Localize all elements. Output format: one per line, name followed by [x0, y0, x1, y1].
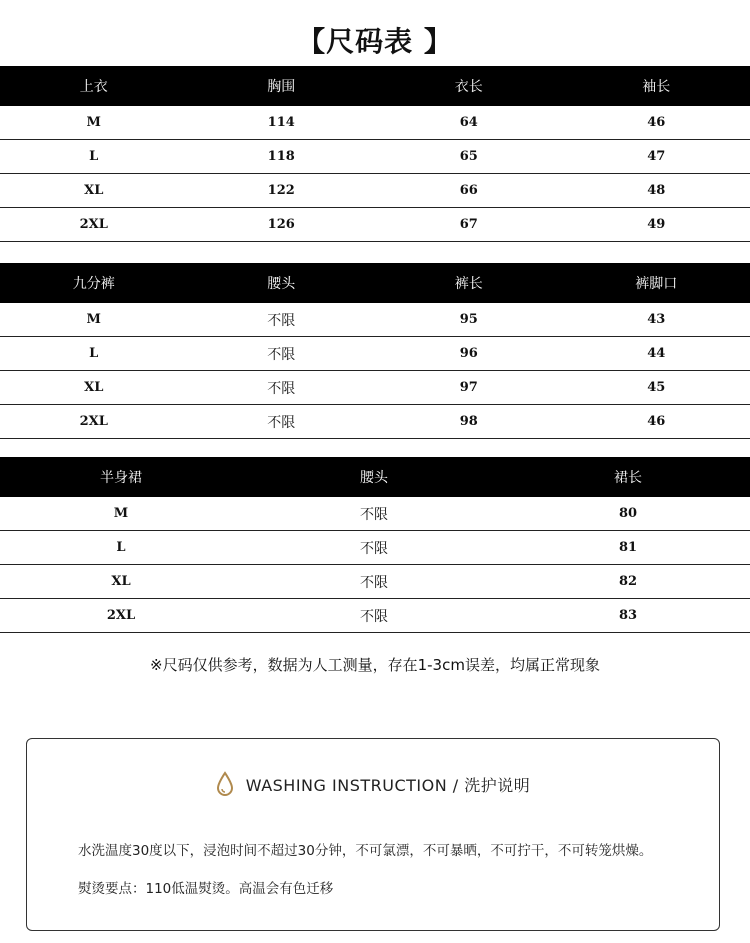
- table-row: [0, 371, 750, 405]
- table-header-row: [0, 66, 750, 106]
- table-cell: 64: [375, 106, 563, 140]
- table-header-row: [0, 457, 750, 497]
- measurement-note: ※尺码仅供参考，数据为人工测量，存在1-3cm误差，均属正常现象: [150, 656, 600, 674]
- table-row: [0, 208, 750, 242]
- size-cell: 2XL: [0, 405, 188, 439]
- table-cell: 80: [506, 497, 750, 531]
- table-row: [0, 337, 750, 371]
- table-cell: 不限: [188, 371, 376, 405]
- size-cell: XL: [0, 565, 242, 599]
- column-header: 腰头: [188, 263, 376, 303]
- table-cell: 83: [506, 599, 750, 633]
- table-cell: 不限: [242, 497, 506, 531]
- column-header: 九分裤: [0, 263, 188, 303]
- table-cell: 45: [563, 371, 750, 405]
- table-cell: 82: [506, 565, 750, 599]
- column-header: 胸围: [188, 66, 376, 106]
- table-cell: 95: [375, 303, 563, 337]
- table-cell: 不限: [242, 599, 506, 633]
- table-cell: 49: [563, 208, 750, 242]
- table-cell: 114: [188, 106, 376, 140]
- water-drop-icon: [216, 771, 234, 797]
- size-cell: M: [0, 106, 188, 140]
- tops-size-table: [0, 66, 750, 242]
- table-cell: 81: [506, 531, 750, 565]
- washing-instruction-box: [26, 738, 720, 931]
- table-cell: 122: [188, 174, 376, 208]
- table-cell: 不限: [242, 531, 506, 565]
- column-header: 半身裙: [0, 457, 242, 497]
- table-cell: 44: [563, 337, 750, 371]
- table-cell: 46: [563, 106, 750, 140]
- table-cell: 48: [563, 174, 750, 208]
- table-cell: 65: [375, 140, 563, 174]
- column-header: 裤长: [375, 263, 563, 303]
- table-row: [0, 599, 750, 633]
- washing-temperature-text: 水洗温度30度以下，浸泡时间不超过30分钟，不可氯漂，不可暴晒，不可拧干，不可转笼烘燥。: [78, 843, 653, 859]
- skirt-size-table: [0, 457, 750, 633]
- table-row: [0, 405, 750, 439]
- table-cell: 46: [563, 405, 750, 439]
- ironing-text: 熨烫要点：110低温熨烫。高温会有色迁移: [78, 881, 334, 897]
- size-cell: L: [0, 337, 188, 371]
- table-cell: 118: [188, 140, 376, 174]
- table-cell: 47: [563, 140, 750, 174]
- table-cell: 126: [188, 208, 376, 242]
- column-header: 裤脚口: [563, 263, 750, 303]
- size-cell: M: [0, 303, 188, 337]
- table-row: [0, 565, 750, 599]
- table-row: [0, 303, 750, 337]
- table-row: [0, 531, 750, 565]
- pants-size-table: [0, 263, 750, 439]
- column-header: 上衣: [0, 66, 188, 106]
- table-header-row: [0, 263, 750, 303]
- washing-heading: WASHING INSTRUCTION / 洗护说明: [245, 775, 531, 795]
- table-row: [0, 174, 750, 208]
- table-cell: 不限: [242, 565, 506, 599]
- size-cell: M: [0, 497, 242, 531]
- column-header: 衣长: [375, 66, 563, 106]
- table-cell: 67: [375, 208, 563, 242]
- table-cell: 66: [375, 174, 563, 208]
- size-cell: 2XL: [0, 599, 242, 633]
- table-cell: 不限: [188, 405, 376, 439]
- table-cell: 不限: [188, 303, 376, 337]
- table-cell: 43: [563, 303, 750, 337]
- table-cell: 不限: [188, 337, 376, 371]
- column-header: 袖长: [563, 66, 750, 106]
- table-row: [0, 497, 750, 531]
- table-cell: 97: [375, 371, 563, 405]
- page-title: 【尺码表 】: [297, 25, 453, 58]
- size-cell: 2XL: [0, 208, 188, 242]
- size-cell: L: [0, 531, 242, 565]
- table-cell: 98: [375, 405, 563, 439]
- size-cell: XL: [0, 371, 188, 405]
- table-row: [0, 140, 750, 174]
- table-cell: 96: [375, 337, 563, 371]
- column-header: 裙长: [506, 457, 750, 497]
- size-cell: XL: [0, 174, 188, 208]
- washing-heading-row: [27, 771, 719, 797]
- size-cell: L: [0, 140, 188, 174]
- column-header: 腰头: [242, 457, 506, 497]
- table-row: [0, 106, 750, 140]
